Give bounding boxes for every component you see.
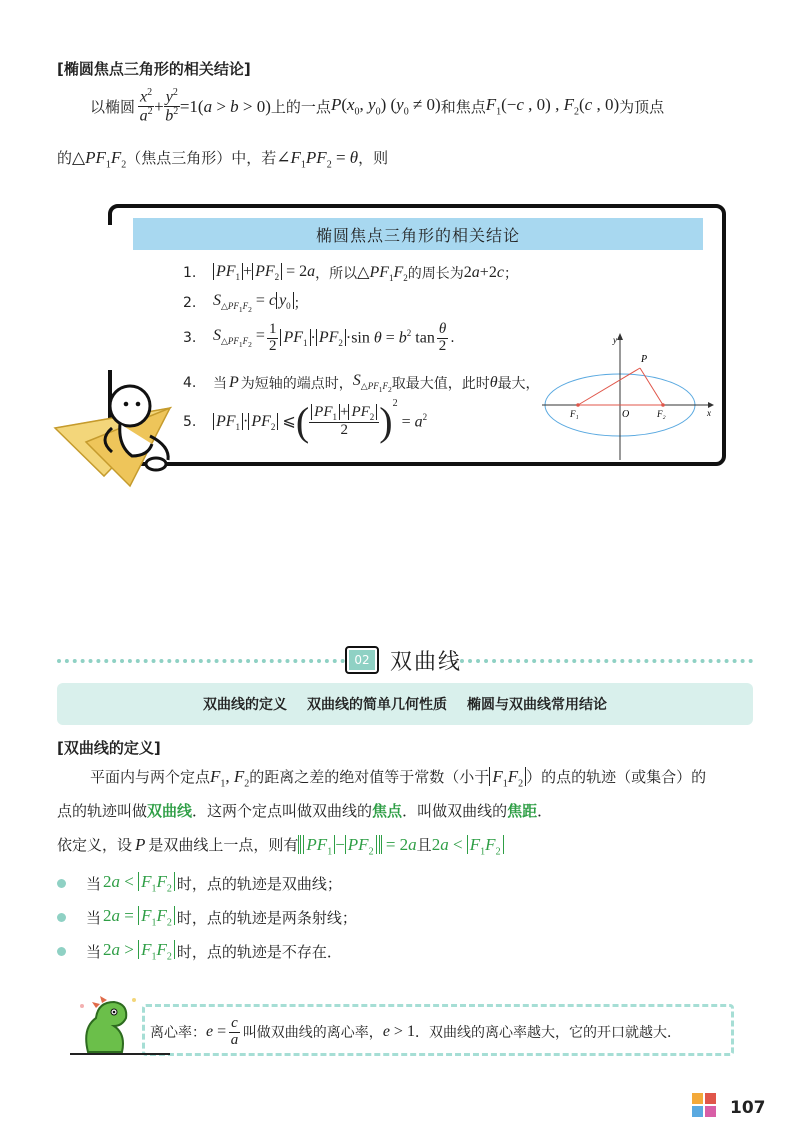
label-y: y	[613, 335, 617, 345]
page-logo-icon	[690, 1090, 720, 1120]
segment-pf1	[578, 368, 640, 405]
bullet-dot-icon	[57, 879, 66, 888]
divider-left	[57, 659, 345, 663]
intro-line-2: 的$\triangle PF_1F_2$（焦点三角形）中，若$\angle F_1PF_2 = \theta$，则	[57, 148, 389, 171]
term-focal-distance: 焦距	[507, 802, 538, 820]
tab-hyperbola-definition[interactable]: 双曲线的定义	[203, 697, 287, 713]
definition-line-1: 平面内与两个定点$F_1$, $F_2$的距离之差的绝对值等于常数（小于 $F_1F_2$ ）的点的轨迹（或集合）的	[90, 767, 707, 790]
mascot-paper-plane-icon	[52, 376, 192, 488]
dinosaur-mascot-icon	[74, 994, 146, 1054]
definition-line-2: 点的轨迹叫做双曲线．这两个定点叫做双曲线的焦点．叫做双曲线的焦距．	[57, 802, 553, 820]
segment-pf2	[640, 368, 663, 405]
point-f1	[576, 403, 580, 407]
label-f2: F₂	[657, 409, 666, 419]
topic-tabs	[57, 683, 753, 725]
section-heading-hyperbola: [双曲线的定义]	[57, 739, 161, 757]
ellipse-figure	[540, 330, 720, 465]
term-focus: 焦点	[372, 802, 403, 820]
fraction-y2-b2: $\frac{y^2}{b^2}$	[165, 87, 179, 125]
y-axis-arrow	[617, 333, 623, 340]
bullet-dot-icon	[57, 913, 66, 922]
tab-common-conclusions[interactable]: 椭圆与双曲线常用结论	[467, 697, 607, 713]
bullet-item: 当 $2a > F_1F_2$ 时，点的轨迹是不存在．	[57, 940, 342, 962]
label-o: O	[622, 409, 630, 420]
fraction-x2-a2: $\frac{x^2}{a^2}$	[139, 87, 153, 125]
section-title: 双曲线	[390, 650, 463, 675]
divider-right	[460, 659, 753, 663]
conclusion-item-3: 3. $S_{\triangle PF_1F_2}$ = $\frac{1}{2}$ $PF_1 \cdot PF_2 \cdot\sin$ $\theta = b^2$ tan $\frac{\theta}{2}$ .	[183, 321, 455, 354]
conclusion-item-2: 2. $S_{\triangle PF_1F_2} = c$ $y_0$ ；	[183, 292, 308, 314]
label-f1: F₁	[570, 409, 579, 419]
tab-hyperbola-properties[interactable]: 双曲线的简单几何性质	[307, 697, 447, 713]
conclusion-item-5: 5. $PF_1 \cdot PF_2$ ⩽ ( $\frac{PF_1 + PF_2}{2}$ ) $^2 = a^2$	[183, 398, 428, 444]
eccentricity-note: 离心率： e = $\frac{c}{a}$ 叫做双曲线的离心率， e > 1 ．双曲线的离心率越大，它的开口就越大．	[150, 1015, 681, 1048]
point-f2	[661, 403, 665, 407]
box-title: 椭圆焦点三角形的相关结论	[315, 225, 520, 245]
intro-line-1: 以椭圆 $\frac{x^2}{a^2}$ + $\frac{y^2}{b^2}$ =1(a > b > 0) 上的一点 $P(x_0$, $y_0$) $(y_0 \ne 0)$ 和焦点 $F_1(-c$ , 0) , $F_2(c$ , 0) 为顶点	[90, 87, 665, 125]
bullet-item: 当 $2a < F_1F_2$ 时，点的轨迹是双曲线；	[57, 872, 342, 894]
label-p: P	[641, 354, 648, 365]
bullet-item: 当 $2a = F_1F_2$ 时，点的轨迹是两条射线；	[57, 906, 357, 928]
section-heading-ellipse: [椭圆焦点三角形的相关结论]	[57, 60, 251, 78]
definition-line-3: 依定义，设 P 是双曲线上一点，则有 $PF_1 - PF_2 = 2a$且$2a < F_1F_2$	[57, 834, 504, 857]
conclusion-item-1: 1. $PF_1 + PF_2 = 2a$ ，所以 $\triangle PF_1F_2$ 的周长为 2a+2c ；	[183, 263, 518, 284]
label-x: x	[707, 408, 711, 418]
page-number: 107	[730, 1098, 766, 1118]
bullet-dot-icon	[57, 947, 66, 956]
section-number-badge: 02	[345, 646, 379, 674]
conclusion-item-4: 4. 当 P 为短轴的端点时， $S_{\triangle PF_1F_2}$ 取最大值，此时 θ 最大，	[183, 372, 540, 394]
box-title-bar	[133, 218, 703, 250]
term-hyperbola: 双曲线	[147, 802, 193, 820]
